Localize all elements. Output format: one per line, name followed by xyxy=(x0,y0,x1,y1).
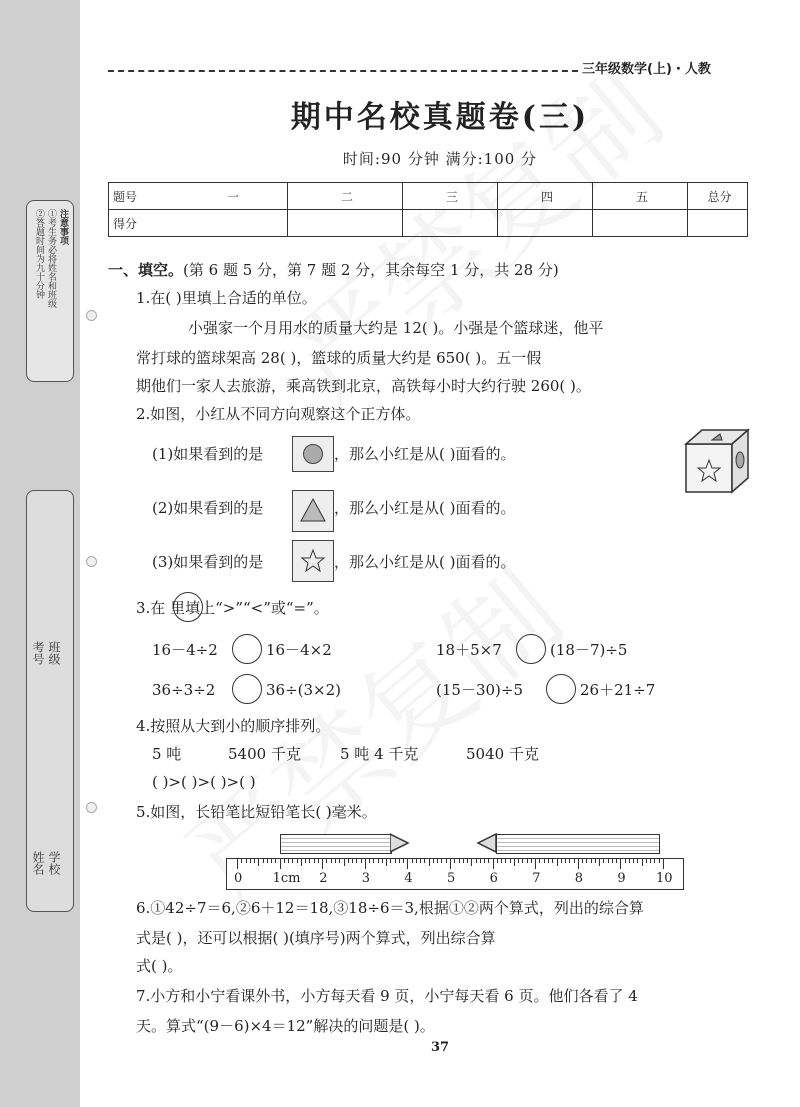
ruler-tick xyxy=(378,859,379,863)
score-header: 五 xyxy=(593,183,688,210)
ruler-tick xyxy=(254,859,255,863)
binding-strip xyxy=(0,0,80,1107)
ruler-tick xyxy=(548,859,549,863)
expr: 18＋5×7 xyxy=(436,641,502,659)
q4-item: 5400 千克 xyxy=(228,745,301,763)
binding-hole xyxy=(86,310,97,321)
q1-line: 期他们一家人去旅游，乘高铁到北京，高铁每小时大约行驶 260( )。 xyxy=(136,377,591,395)
ruler-tick xyxy=(275,859,276,863)
triangle-face-box xyxy=(292,490,334,532)
ruler-number: 7 xyxy=(532,871,541,886)
answer-circle[interactable] xyxy=(232,634,262,664)
exam-number-label: 考号 xyxy=(31,641,45,665)
notice-title: 注意事项 xyxy=(58,209,68,245)
score-header: 三 xyxy=(403,183,498,210)
expr: 36÷(3×2) xyxy=(266,681,342,699)
ruler-tick xyxy=(531,859,532,863)
ruler-tick xyxy=(595,859,596,863)
long-pencil xyxy=(280,834,392,854)
ruler-tick xyxy=(616,859,617,863)
ruler-tick xyxy=(463,859,464,863)
ruler-tick xyxy=(412,859,413,863)
q1-line: 小强家一个月用水的质量大约是 12( )。小强是个篮球迷，他平 xyxy=(188,319,604,337)
q6-line: 式( )。 xyxy=(136,957,183,975)
score-cell[interactable] xyxy=(593,210,688,237)
ruler-tick xyxy=(250,859,251,863)
notice-box xyxy=(26,200,74,382)
ruler-tick xyxy=(663,859,664,869)
ruler-tick xyxy=(535,859,536,869)
ruler-tick xyxy=(620,859,621,869)
circle-icon xyxy=(303,444,323,464)
short-pencil xyxy=(496,834,660,854)
ruler-tick xyxy=(280,859,281,869)
ruler-number: 3 xyxy=(361,871,371,886)
ruler-tick xyxy=(348,859,349,863)
ruler-number: 1cm xyxy=(272,871,301,886)
score-header: 总分 xyxy=(688,183,748,210)
q4-stem: 4.按照从大到小的顺序排列。 xyxy=(136,717,331,735)
ruler-tick xyxy=(459,859,460,863)
ruler-tick xyxy=(429,859,430,866)
page-title: 期中名校真题卷(三) xyxy=(290,100,590,135)
student-info-box xyxy=(26,490,74,912)
ruler-tick xyxy=(361,859,362,863)
q1-stem: 1.在( )里填上合适的单位。 xyxy=(136,289,317,307)
ruler-tick xyxy=(565,859,566,863)
ruler-tick xyxy=(476,859,477,863)
q2-tail: ，那么小红是从( )面看的。 xyxy=(334,553,516,571)
ruler-tick xyxy=(416,859,417,863)
score-row-label: 得分 xyxy=(109,210,288,237)
ruler-tick xyxy=(424,859,425,863)
ruler-tick xyxy=(510,859,511,863)
ruler-number: 6 xyxy=(489,871,498,886)
score-table xyxy=(108,182,748,237)
ruler-number: 0 xyxy=(234,871,243,886)
class-label: 班级 xyxy=(47,641,61,665)
q6-line: 式是( )，还可以根据( )(填序号)两个算式，列出综合算 xyxy=(136,929,496,947)
q4-order-blanks[interactable]: ( )>( )>( )>( ) xyxy=(152,773,256,791)
ruler-tick xyxy=(433,859,434,863)
ruler-tick xyxy=(633,859,634,863)
score-cell[interactable] xyxy=(688,210,748,237)
ruler-tick xyxy=(591,859,592,863)
ruler-tick xyxy=(305,859,306,863)
ruler-tick xyxy=(493,859,494,869)
ruler-tick xyxy=(557,859,558,866)
ruler-tick xyxy=(574,859,575,863)
ruler-tick xyxy=(284,859,285,863)
ruler-tick xyxy=(625,859,626,863)
ruler-number: 4 xyxy=(404,871,413,886)
binding-hole xyxy=(86,556,97,567)
ruler-tick xyxy=(539,859,540,863)
ruler-tick xyxy=(582,859,583,863)
ruler-tick xyxy=(608,859,609,863)
triangle-icon xyxy=(293,491,333,531)
ruler-tick xyxy=(642,859,643,866)
ruler-tick xyxy=(480,859,481,863)
ruler-tick xyxy=(514,859,515,866)
ruler-tick xyxy=(407,859,408,869)
ruler-number: 10 xyxy=(656,871,673,886)
ruler-tick xyxy=(267,859,268,863)
ruler-tick xyxy=(339,859,340,863)
ruler-tick xyxy=(561,859,562,863)
ruler-tick xyxy=(241,859,242,863)
ruler-tick xyxy=(263,859,264,863)
score-cell[interactable] xyxy=(498,210,593,237)
ruler-tick xyxy=(326,859,327,863)
ruler-tick xyxy=(403,859,404,863)
q2-stem: 2.如图，小红从不同方向观察这个正方体。 xyxy=(136,405,421,423)
q3-stem: 3.在 里填上“>”“<”或“=”。 xyxy=(136,599,329,617)
star-icon xyxy=(293,541,333,581)
school-label: 学校 xyxy=(47,851,61,875)
q7-line: 7.小方和小宁看课外书，小方每天看 9 页，小宁每天看 6 页。他们各看了 4 xyxy=(136,987,638,1005)
ruler-number: 8 xyxy=(574,871,584,886)
q7-line: 天。算式“(9－6)×4＝12”解决的问题是( )。 xyxy=(136,1017,435,1035)
ruler-tick xyxy=(395,859,396,863)
ruler-tick xyxy=(488,859,489,863)
ruler-number: 5 xyxy=(447,871,456,886)
score-header: 一 xyxy=(223,183,288,210)
score-cell[interactable] xyxy=(403,210,498,237)
ruler-tick xyxy=(637,859,638,863)
ruler-tick xyxy=(544,859,545,863)
q4-item: 5 吨 xyxy=(152,745,182,763)
ruler-tick xyxy=(650,859,651,863)
q5-stem: 5.如图，长铅笔比短铅笔长( )毫米。 xyxy=(136,803,377,821)
ruler-number: 9 xyxy=(617,871,626,886)
expr: (15－30)÷5 xyxy=(436,681,523,699)
ruler-tick xyxy=(369,859,370,863)
ruler-tick xyxy=(365,859,366,869)
ruler-tick xyxy=(569,859,570,863)
ruler-tick xyxy=(552,859,553,863)
expr: (18－7)÷5 xyxy=(550,641,628,659)
ruler-tick xyxy=(454,859,455,863)
ruler-tick xyxy=(271,859,272,863)
name-label: 姓名 xyxy=(31,851,45,875)
ruler-tick xyxy=(331,859,332,863)
expr: 26＋21÷7 xyxy=(580,681,656,699)
ruler-tick xyxy=(314,859,315,863)
score-header: 四 xyxy=(498,183,593,210)
ruler-tick xyxy=(399,859,400,863)
grade-label: 三年级数学(上)・人教 xyxy=(582,62,711,77)
binding-hole xyxy=(86,802,97,813)
ruler-tick xyxy=(352,859,353,863)
pencil-tip xyxy=(390,832,414,856)
q4-item: 5040 千克 xyxy=(466,745,539,763)
section-heading xyxy=(108,260,559,280)
ruler-tick xyxy=(237,859,238,869)
ruler-tick xyxy=(309,859,310,863)
ruler-tick xyxy=(420,859,421,863)
expr: 36÷3÷2 xyxy=(152,681,216,699)
ruler-tick xyxy=(467,859,468,863)
q4-item: 5 吨 4 千克 xyxy=(340,745,419,763)
section-title: 一、填空。 xyxy=(108,261,184,279)
ruler-tick xyxy=(390,859,391,863)
ruler-tick xyxy=(522,859,523,863)
ruler-tick xyxy=(612,859,613,863)
ruler-tick xyxy=(586,859,587,863)
star-face-box xyxy=(292,540,334,582)
ruler-tick xyxy=(322,859,323,869)
score-cell[interactable] xyxy=(288,210,403,237)
ruler-tick xyxy=(246,859,247,863)
ruler-tick xyxy=(654,859,655,863)
circle-face-box xyxy=(292,436,334,472)
ruler-tick xyxy=(603,859,604,863)
q2-tail: ，那么小红是从( )面看的。 xyxy=(334,445,516,463)
q2-c-lead: (3)如果看到的是 xyxy=(152,553,264,571)
ruler-tick xyxy=(288,859,289,863)
q2-a-lead: (1)如果看到的是 xyxy=(152,445,264,463)
notice-line: ①考生务必将姓名和班级 xyxy=(46,209,56,308)
ruler-tick xyxy=(450,859,451,869)
ruler-tick xyxy=(497,859,498,863)
ruler-tick xyxy=(484,859,485,863)
ruler-tick xyxy=(301,859,302,866)
q1-line: 常打球的篮球架高 28( )，篮球的质量大约是 650( )。五一假 xyxy=(136,349,542,367)
time-info: 时间:90 分钟 满分:100 分 xyxy=(342,150,538,168)
ruler-tick xyxy=(344,859,345,866)
answer-circle[interactable] xyxy=(232,674,262,704)
ruler-tick xyxy=(527,859,528,863)
section-note: (第 6 题 5 分，第 7 题 2 分，其余每空 1 分，共 28 分) xyxy=(183,261,559,279)
ruler-tick xyxy=(292,859,293,863)
expr: 16－4×2 xyxy=(266,641,332,659)
ruler-tick xyxy=(629,859,630,863)
cube-figure xyxy=(676,420,756,500)
ruler-tick xyxy=(441,859,442,863)
score-header: 题号 xyxy=(109,183,224,210)
page-number: 37 xyxy=(430,1040,450,1055)
pencil-tip xyxy=(474,832,498,856)
ruler-tick xyxy=(505,859,506,863)
notice-line: ②答题时间为九十分钟 xyxy=(34,209,44,299)
q6-line: 6.①42÷7＝6,②6＋12＝18,③18÷6＝3,根据①②两个算式，列出的综合算 xyxy=(136,899,644,917)
score-header: 二 xyxy=(288,183,403,210)
ruler-tick xyxy=(471,859,472,866)
compare-circle xyxy=(173,592,203,622)
q2-tail: ，那么小红是从( )面看的。 xyxy=(334,499,516,517)
ruler-tick xyxy=(599,859,600,866)
ruler-tick xyxy=(258,859,259,866)
ruler-tick xyxy=(356,859,357,863)
q2-b-lead: (2)如果看到的是 xyxy=(152,499,264,517)
ruler-number: 2 xyxy=(319,871,328,886)
ruler-tick xyxy=(501,859,502,863)
ruler-tick xyxy=(646,859,647,863)
ruler-tick xyxy=(386,859,387,866)
header-dash-line xyxy=(108,70,578,72)
ruler-tick xyxy=(373,859,374,863)
ruler xyxy=(226,858,684,890)
ruler-tick xyxy=(318,859,319,863)
ruler-tick xyxy=(382,859,383,863)
expr: 16－4÷2 xyxy=(152,641,218,659)
ruler-tick xyxy=(446,859,447,863)
ruler-tick xyxy=(335,859,336,863)
ruler-tick xyxy=(518,859,519,863)
ruler-tick xyxy=(437,859,438,863)
ruler-tick xyxy=(659,859,660,863)
ruler-tick xyxy=(578,859,579,869)
ruler-tick xyxy=(297,859,298,863)
answer-circle[interactable] xyxy=(516,634,546,664)
answer-circle[interactable] xyxy=(546,674,576,704)
